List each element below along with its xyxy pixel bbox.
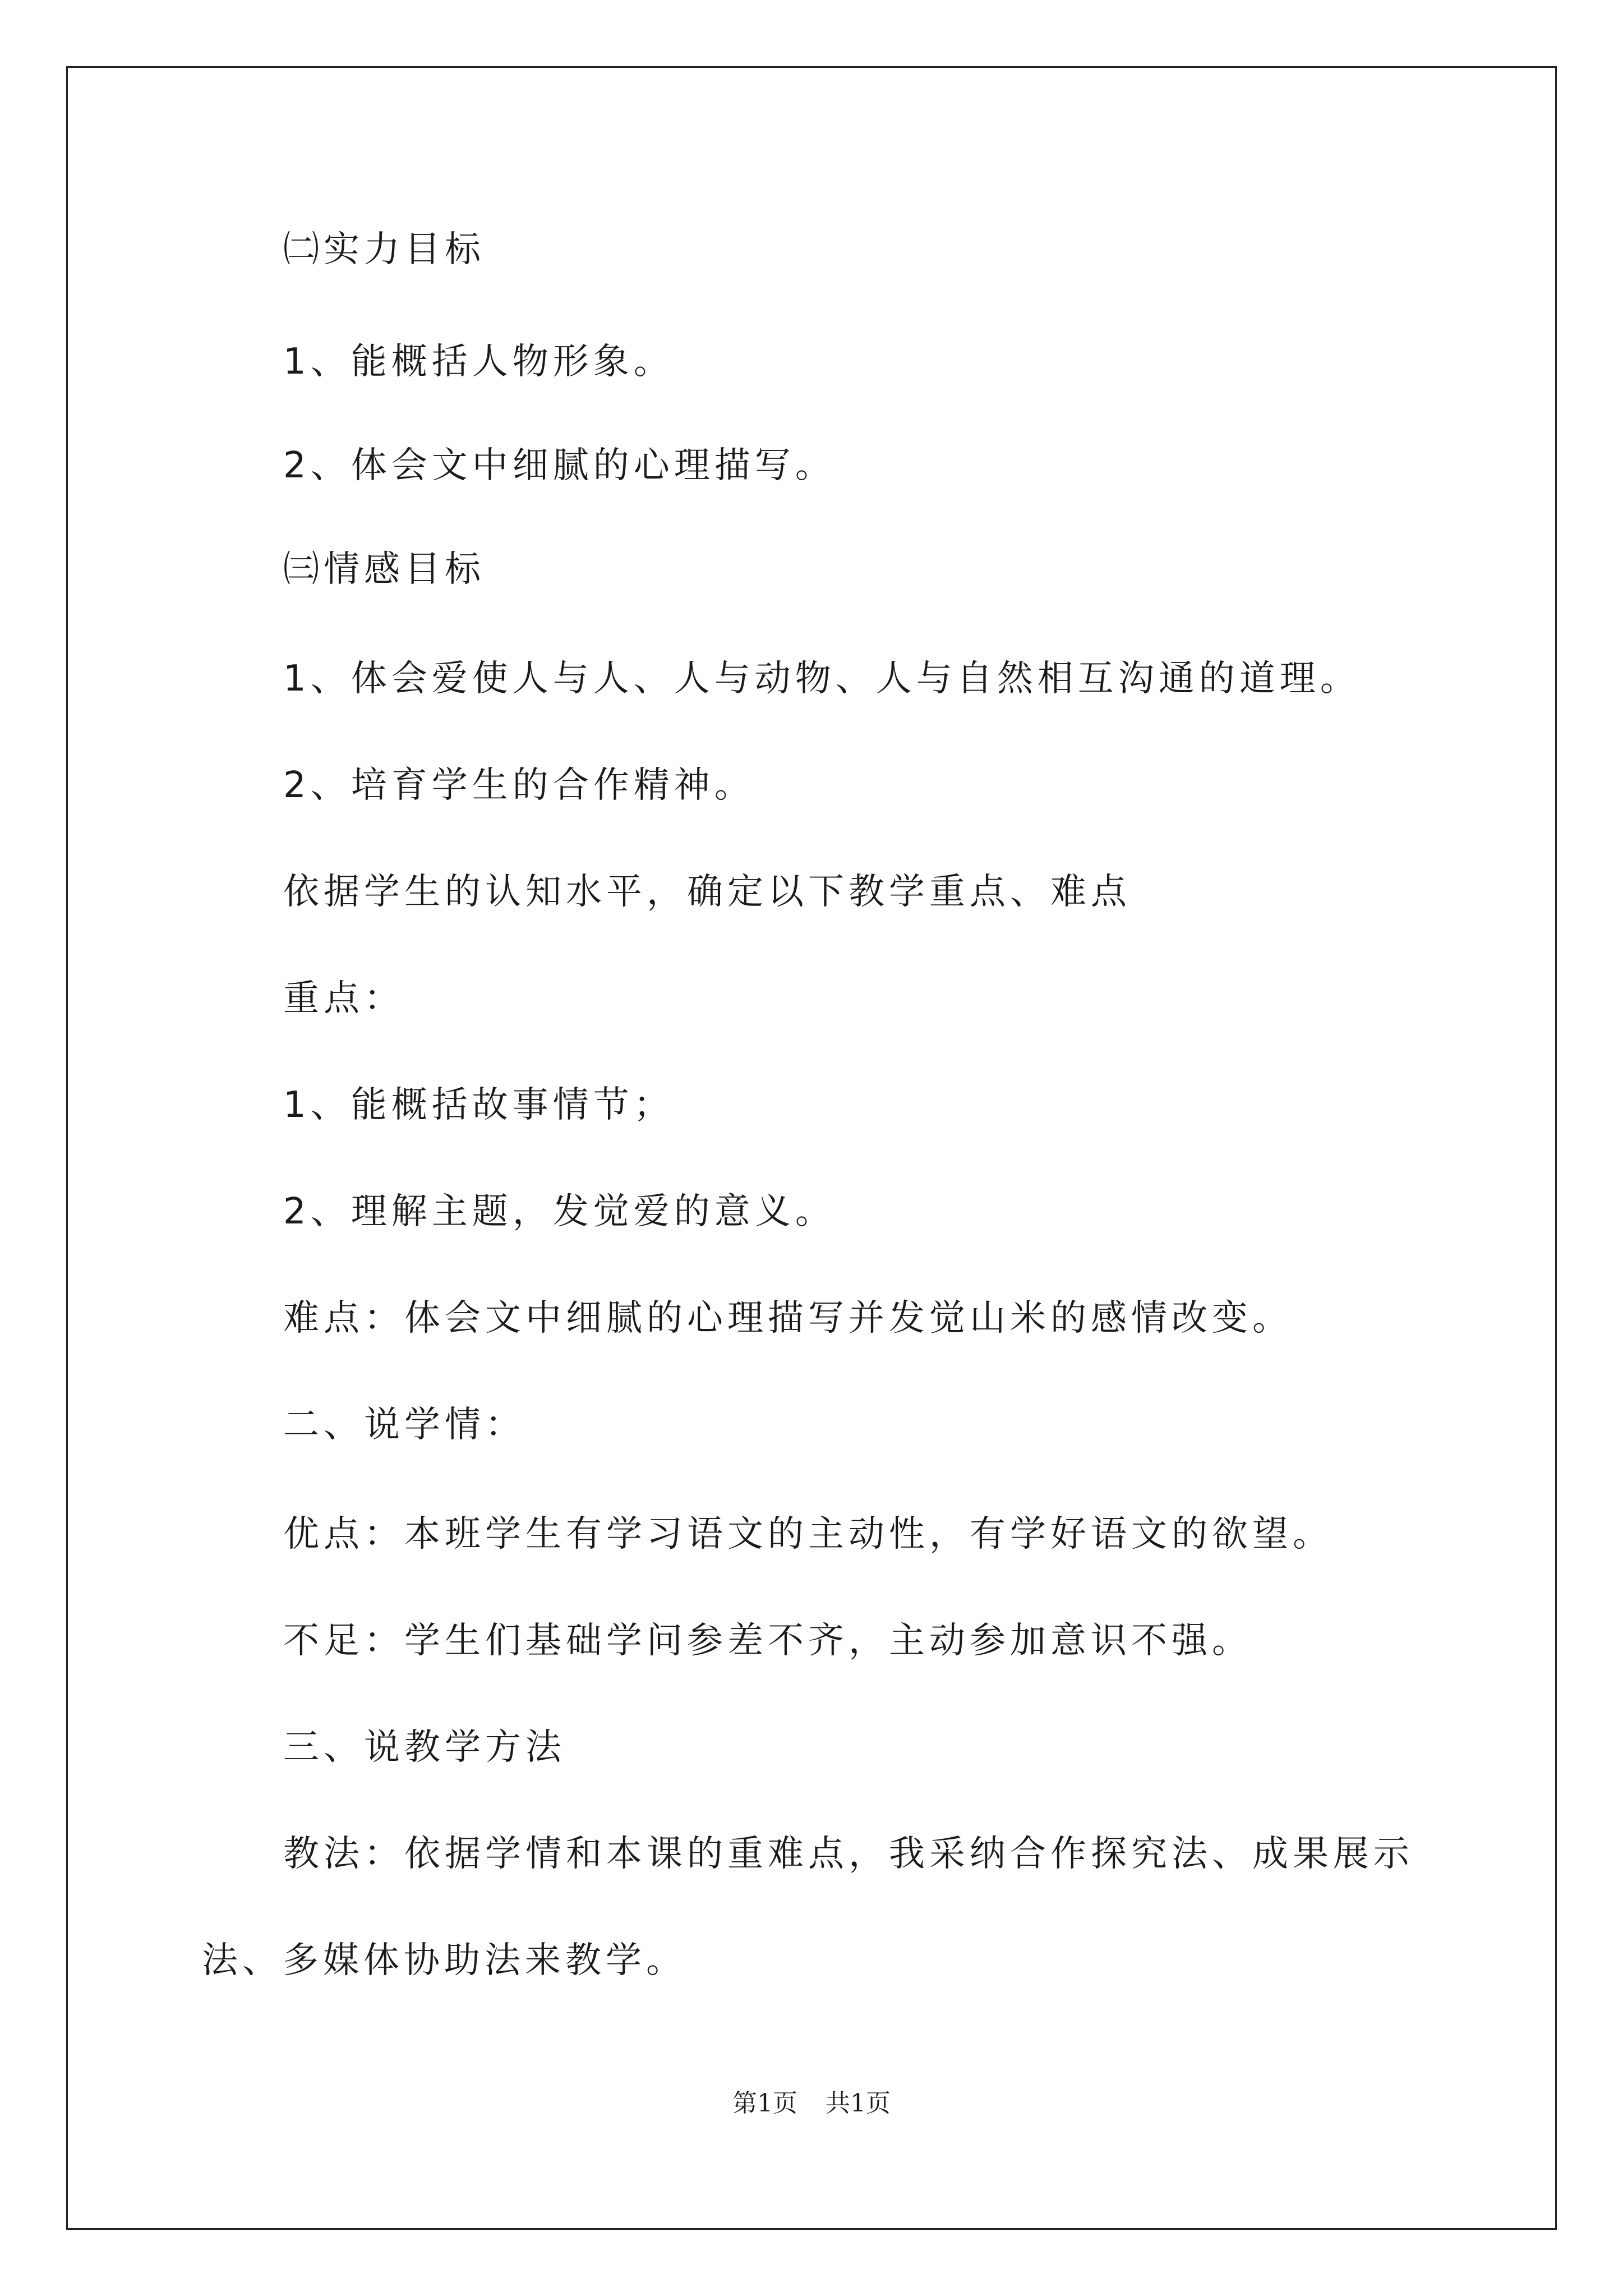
page-number: 第1页: [732, 2089, 797, 2118]
heading-ability-goals: ㈡实力目标: [283, 229, 485, 270]
list-item: 1、能概括故事情节；: [283, 1084, 674, 1126]
section-heading: 二、说学情：: [283, 1404, 525, 1446]
paragraph: 不足：学生们基础学问参差不齐，主动参加意识不强。: [283, 1620, 1252, 1662]
page-border: [66, 66, 1557, 2230]
list-item: 1、体会爱使人与人、人与动物、人与自然相互沟通的道理。: [283, 658, 1361, 700]
paragraph-continuation: 法、多媒体协助法来教学。: [202, 1940, 686, 1981]
page-footer: [0, 2087, 1623, 2120]
paragraph: 难点：体会文中细腻的心理描写并发觉山米的感情改变。: [283, 1297, 1293, 1339]
list-item: 1、能概括人物形象。: [283, 341, 674, 383]
page-total: 共1页: [826, 2089, 891, 2118]
section-heading: 三、说教学方法: [283, 1727, 566, 1768]
heading-key-points: 重点：: [283, 978, 404, 1019]
heading-emotion-goals: ㈢情感目标: [283, 549, 485, 590]
list-item: 2、培育学生的合作精神。: [283, 765, 755, 806]
paragraph: 依据学生的认知水平，确定以下教学重点、难点: [283, 871, 1131, 913]
paragraph: 教法：依据学情和本课的重难点，我采纳合作探究法、成果展示: [283, 1833, 1414, 1875]
paragraph: 优点：本班学生有学习语文的主动性，有学好语文的欲望。: [283, 1513, 1333, 1555]
list-item: 2、体会文中细腻的心理描写。: [283, 445, 836, 486]
list-item: 2、理解主题，发觉爱的意义。: [283, 1191, 836, 1232]
